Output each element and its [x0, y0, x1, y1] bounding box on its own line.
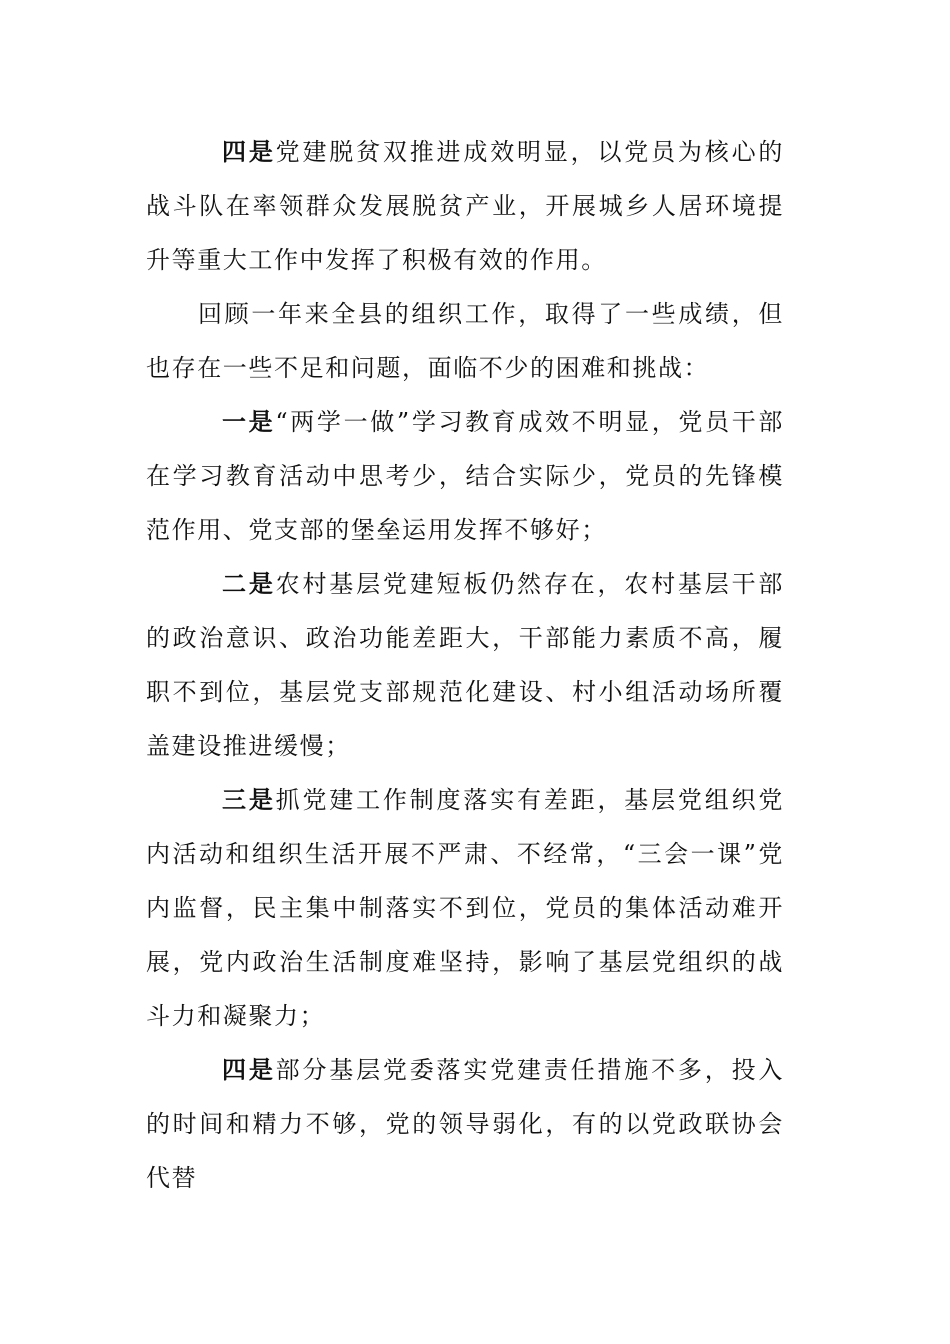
paragraph-lead: 四是: [222, 138, 276, 166]
paragraph-review-intro: [146, 287, 784, 395]
paragraph-lead: 一是: [222, 408, 276, 436]
paragraph-text: 农村基层党建短板仍然存在，农村基层干部的政治意识、政治功能差距大，干部能力素质不高，履职不到位，基层党支部规范化建设、村小组活动场所覆盖建设推进缓慢；: [146, 570, 784, 760]
paragraph-issue-two: [146, 557, 784, 773]
paragraph-issue-four: [146, 1043, 784, 1205]
paragraph-lead: 四是: [222, 1056, 276, 1084]
paragraph-lead: 二是: [222, 570, 276, 598]
paragraph-text: 回顾一年来全县的组织工作，取得了一些成绩，但也存在一些不足和问题，面临不少的困难和挑战：: [146, 300, 784, 382]
paragraph-text: “两学一做”学习教育成效不明显，党员干部在学习教育活动中思考少，结合实际少，党员的先锋模范作用、党支部的堡垒运用发挥不够好；: [146, 408, 784, 544]
paragraph-issue-three: [146, 773, 784, 1043]
paragraph-issue-one: [146, 395, 784, 557]
paragraph-text: 抓党建工作制度落实有差距，基层党组织党内活动和组织生活开展不严肃、不经常，“三会一课”党内监督，民主集中制落实不到位，党员的集体活动难开展，党内政治生活制度难坚持，影响了基层党组织的战斗力和凝聚力；: [146, 786, 784, 1030]
paragraph-text: 党建脱贫双推进成效明显，以党员为核心的战斗队在率领群众发展脱贫产业，开展城乡人居环境提升等重大工作中发挥了积极有效的作用。: [146, 138, 784, 274]
paragraph-poverty-alleviation: [146, 125, 784, 287]
paragraph-lead: 三是: [222, 786, 276, 814]
paragraph-text: 部分基层党委落实党建责任措施不多，投入的时间和精力不够，党的领导弱化，有的以党政联协会代替: [146, 1056, 784, 1192]
